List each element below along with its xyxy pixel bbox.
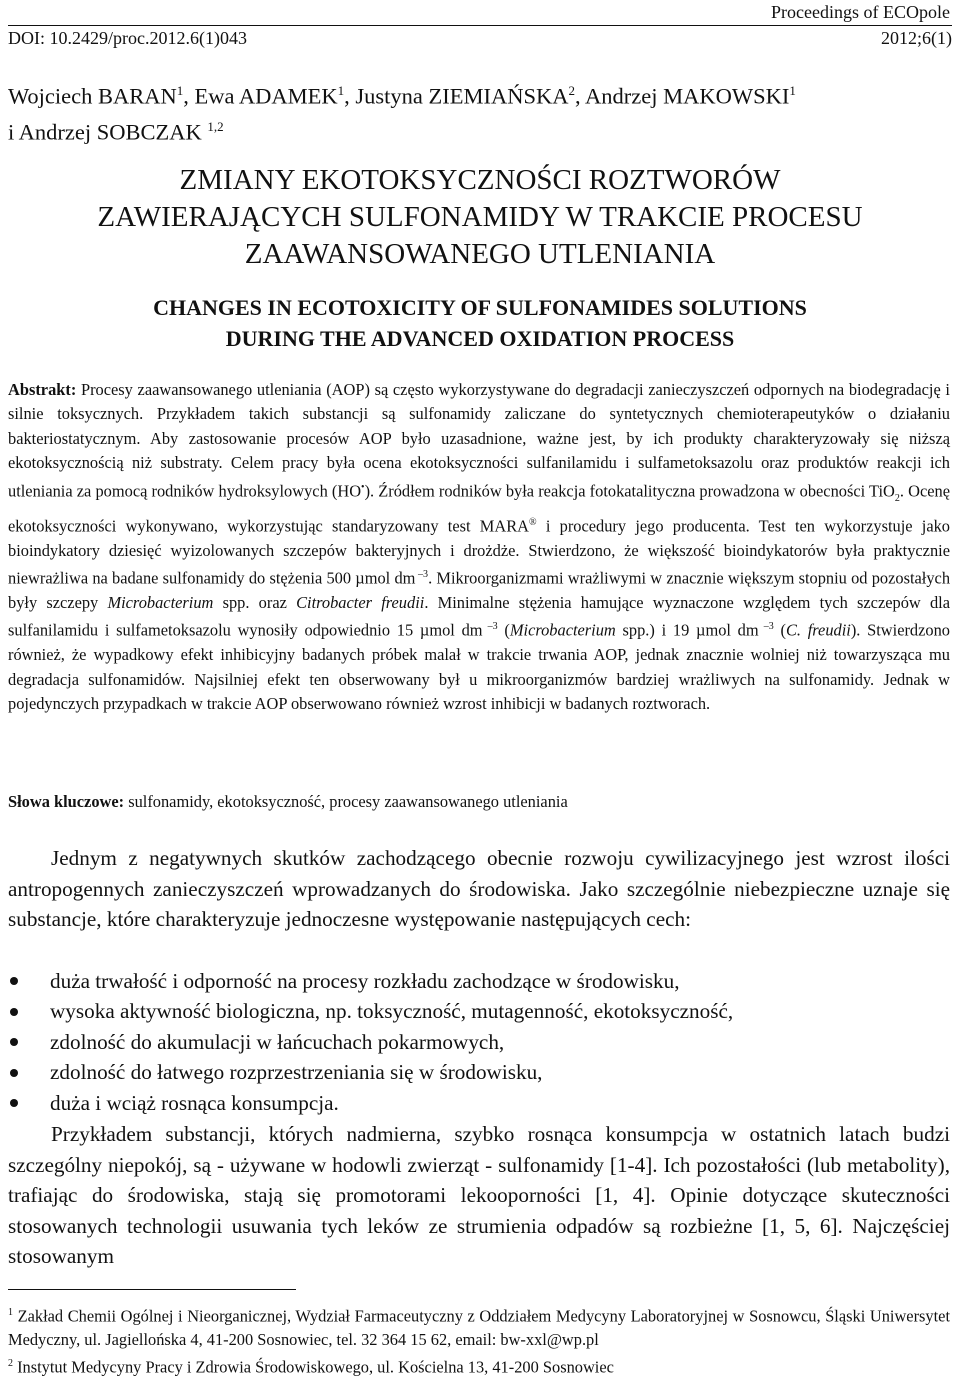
doi: DOI: 10.2429/proc.2012.6(1)043 [8,28,247,48]
radical-dot: • [361,481,365,493]
bullet-icon [10,1038,18,1046]
bullet-icon [10,1099,18,1107]
title-english [0,292,960,354]
footnotes [8,1301,950,1380]
list-item-text: zdolność do łatwego rozprzestrzeniania się w środowisku, [50,1060,543,1085]
list-item [8,1088,950,1119]
title-line: ZAAWANSOWANEGO UTLENIANIA [244,238,716,270]
list-item [8,1058,950,1089]
list-item-text: zdolność do akumulacji w łańcuchach pokarmowych, [50,1029,505,1054]
body-paragraph: Przykładem substancji, których nadmierna, szybko rosnąca konsumpcja w ostatnich latach budzi szczególny niepokój, są - używane w hodowli zwierząt - sulfonamidy [1-4]. Ich pozostałości (lub metabolity), trafiając do środowiska, stają się promotorami lekooporności [1, 4]. Opinie dotyczące skuteczności stosowanych technologii usuwania tych leków ze strumienia odpadów są rozbieżne [1, 5, 6]. Najczęściej stosowanym [8,1122,950,1268]
volume-issue: 2012;6(1) [881,28,952,48]
affiliation-mark: 1,2 [207,118,224,134]
species-name: Microbacterium [107,592,214,612]
keywords [8,792,950,812]
abstract-label: Abstrakt: [8,380,77,399]
list-item [8,966,950,997]
affiliation-mark: 1 [789,83,796,98]
author-list [8,76,946,147]
affiliation-mark: 1 [337,83,345,98]
list-item [8,1027,950,1058]
footnote-rule [8,1289,296,1290]
footnote-mark: 1 [8,1307,13,1318]
abstract-text: ( [497,620,510,640]
exponent: –3 [758,621,774,633]
keywords-text: sulfonamidy, ekotoksyczność, procesy zaawansowanego utleniania [124,792,568,811]
title-line: ZMIANY EKOTOKSYCZNOŚCI ROZTWORÓW [179,164,781,196]
abstract-text: spp.) i 19 µmol dm [615,620,759,640]
abstract-text: ). Źródłem rodników była reakcja fotokatalityczna prowadzona w obecności TiO [364,481,895,501]
subscript: 2 [894,492,900,504]
affiliation-mark: 1 [176,83,184,98]
header-rule [8,25,952,26]
title-line: ZAWIERAJĄCYCH SULFONAMIDY W TRAKCIE PROCESU [97,201,863,233]
author-name: , Ewa ADAMEK [183,83,338,109]
abstract-text: Procesy zaawansowanego utleniania (AOP) są często wykorzystywane do degradacji zanieczyszczeń odpornych na biodegradację i silnie toksycznych. Przykładem takich substancji są sulfonamidy zaliczane do syntetycznych chemioterapeutyków o działaniu bakteriostatycznym. Aby zastosowanie procesów AOP było uzasadnione, ważne jest, by ich produkty charakteryzowały się niższą ekotoksycznością niż substraty. Celem pracy była ocena ekotoksyczności sulfanilamidu i sulfametoksazolu oraz produktów reakcji ich utleniania za pomocą rodników hydroksylowych (HO [8,380,950,501]
bullet-icon [10,1069,18,1077]
title-polish [0,162,960,273]
bullet-icon [10,977,18,985]
list-item [8,997,950,1028]
abstract-text: spp. oraz [213,592,297,612]
abstract-text: ( [773,620,786,640]
footnote [8,1301,950,1352]
abstract-text: . Ocenę ekotoksyczności wykonywano, wykorzystując standaryzowany test MARA [8,481,950,536]
species-name: Citrobacter freudii [296,592,425,612]
keywords-label: Słowa kluczowe: [8,792,125,811]
species-name: C. freudii [785,620,851,640]
author-name: Wojciech BARAN [8,83,177,109]
abstract-text: . Mikroorganizmami wrażliwymi w znacznie większym stopniu od pozostałych były szczepy [8,568,951,612]
abstract-text: i procedury jego producenta. Test ten wykorzystuje jako bioindykatory dziesięć wyizolowanych szczepów bakteryjnych i drożdże. Stwierdzono, że większość bioindykatorów była praktycznie niewrażliwa na badane sulfonamidy do stężenia 500 µmol dm [8,516,950,588]
list-item-text: wysoka aktywność biologiczna, np. toksyczność, mutagenność, ekotoksyczność, [50,999,734,1024]
footnote-mark: 2 [8,1358,13,1370]
journal-name: Proceedings of ECOpole [771,2,950,22]
abstract-text: ). Stwierdzono również, że wypadkowy efekt inhibicyjny badanych próbek malał w trakcie trwania AOP, jednak znacznie wolniej niż towarzysząca mu degradacja sulfonamidów. Najsilniej efekt ten obserwowany był u mikroorganizmów bardziej wrażliwych na sulfonamidy. Jednak w pojedynczych przypadkach w trakcie AOP obserwowano również wzrost inhibicji w badanych roztworach. [8,620,950,714]
species-name: Microbacterium [509,620,616,640]
registered-mark: ® [528,516,537,528]
bullet-list [8,966,950,1119]
bullet-icon [10,1008,18,1016]
author-name: , Justyna ZIEMIAŃSKA [344,83,569,109]
abstract [8,378,950,716]
affiliation-mark: 2 [568,83,576,98]
footnote-text: Instytut Medycyny Pracy i Zdrowia Środowiskowego, ul. Kościelna 13, 41-200 Sosnowiec [13,1357,614,1377]
title-line: DURING THE ADVANCED OXIDATION PROCESS [225,326,735,351]
author-name: i Andrzej SOBCZAK [8,119,202,144]
list-item-text: duża trwałość i odporność na procesy rozkładu zachodzące w środowisku, [50,968,680,993]
exponent: –3 [482,621,498,633]
title-line: CHANGES IN ECOTOXICITY OF SULFONAMIDES SOLUTIONS [153,295,807,320]
footnote [8,1352,950,1379]
footnote-text: Zakład Chemii Ogólnej i Nieorganicznej, Wydział Farmaceutyczny z Oddziałem Medycyny Laboratoryjnej w Sosnowcu, Śląski Uniwersytet Medyczny, ul. Jagiellońska 4, 41-200 Sosnowiec, tel. 32 364 15 62, email: bw-xxl@wp.pl [8,1306,950,1350]
author-name: , Andrzej MAKOWSKI [575,83,790,109]
list-item-text: duża i wciąż rosnąca konsumpcja. [50,1090,339,1115]
exponent: –3 [415,569,429,581]
abstract-text: . Minimalne stężenia hamujące wyznaczone względem tych szczepów dla sulfanilamidu i sulfametoksazolu wynosiły odpowiednio 15 µmol dm [8,592,950,640]
header-row [8,28,952,49]
body-paragraph: Jednym z negatywnych skutków zachodzącego obecnie rozwoju cywilizacyjnego jest wzrost ilości antropogennych zanieczyszczeń wprowadzanych do środowiska. Jako szczególnie niebezpieczne uznaje się substancje, które charakteryzuje jednoczesne występowanie następujących cech: [8,846,950,931]
